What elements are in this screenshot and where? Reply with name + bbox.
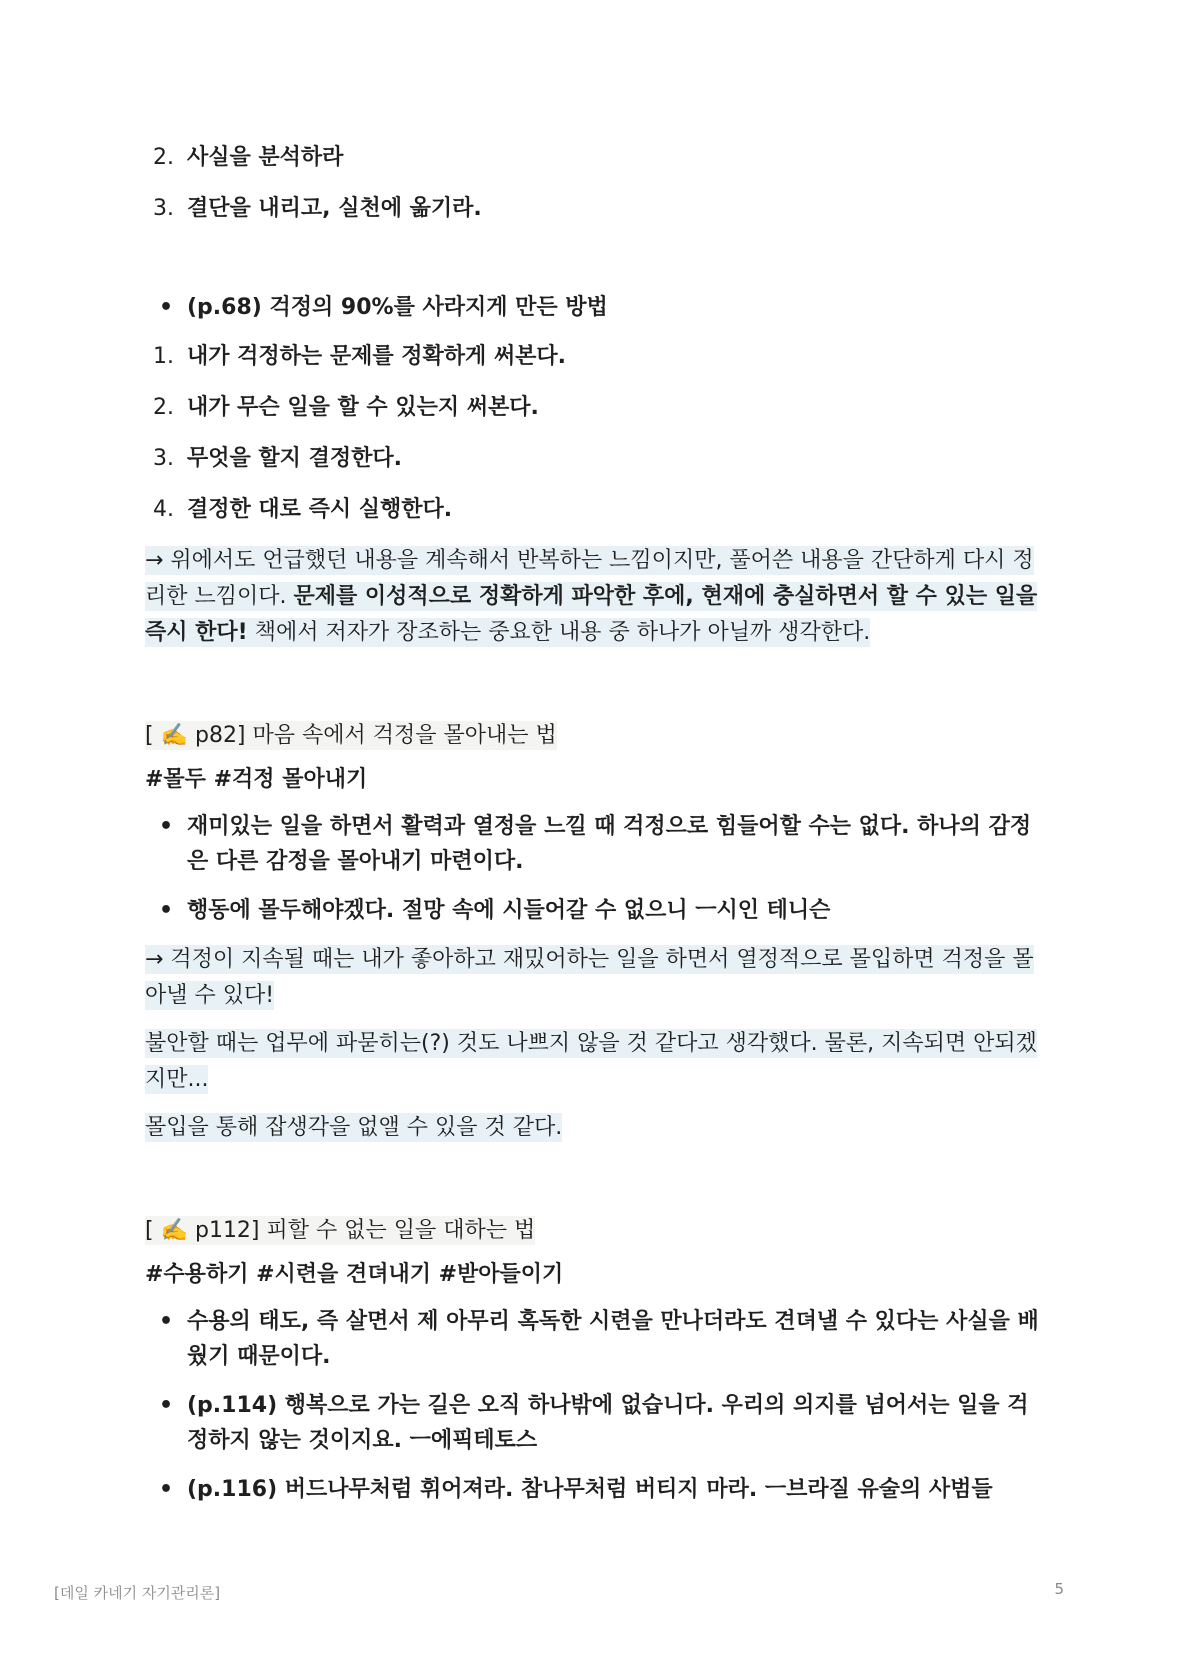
note-text: 불안할 때는 업무에 파묻히는(?) 것도 나쁘지 않을 것 같다고 생각했다. 물론, 지속되면 안되겠지만... <box>145 1031 1037 1092</box>
list-number: 3. <box>153 196 174 221</box>
note-text: 책에서 저자가 장조하는 중요한 내용 중 하나가 아닐까 생각한다. <box>247 620 871 645</box>
section-heading: [ ✍️ p82] 마음 속에서 걱정을 몰아내는 법 <box>145 723 557 748</box>
highlighted-note <box>145 1026 1045 1098</box>
list-item-text: 무엇을 할지 결정한다. <box>187 446 402 471</box>
highlighted-note <box>145 1110 1045 1146</box>
document-body <box>145 140 1045 1521</box>
list-item <box>145 492 1045 527</box>
bullet-icon: • <box>159 1393 174 1418</box>
bullet-item-text: 행동에 몰두해야겠다. 절망 속에 시들어갈 수 없으니 ㅡ시인 테니슨 <box>187 898 831 923</box>
highlighted-note <box>145 942 1045 1014</box>
bullet-icon: • <box>159 814 174 839</box>
list-number: 3. <box>153 446 174 471</box>
bullet-item-text: (p.116) 버드나무처럼 휘어져라. 참나무처럼 버티지 마라. ㅡ브라질 유술의 사범들 <box>187 1477 993 1502</box>
list-number: 2. <box>153 145 174 170</box>
footer-book-title: [데일 카네기 자기관리론] <box>54 1584 221 1602</box>
note-bold-text: 문제를 이성적으로 정확하게 파악한 후에, 현재에 충실하면서 할 수 있는 일을 즉시 한다! <box>145 584 1038 645</box>
list-item <box>145 191 1045 226</box>
bullet-item <box>145 893 1045 928</box>
bullet-icon: • <box>159 295 174 320</box>
note-text: → 걱정이 지속될 때는 내가 좋아하고 재밌어하는 일을 하면서 열정적으로 몰입하면 걱정을 몰아낼 수 있다! <box>145 947 1034 1008</box>
section-title: p82] 마음 속에서 걱정을 몰아내는 법 <box>187 723 557 748</box>
list-item <box>145 390 1045 425</box>
bullet-item <box>145 1304 1045 1374</box>
highlighted-note <box>145 543 1045 651</box>
writing-hand-icon: ✍️ <box>160 1218 188 1243</box>
bullet-item-text: 재미있는 일을 하면서 활력과 열정을 느낄 때 걱정으로 힘들어할 수는 없다. 하나의 감정은 다른 감정을 몰아내기 마련이다. <box>187 814 1032 874</box>
bullet-item <box>145 290 1045 325</box>
list-number: 4. <box>153 497 174 522</box>
bullet-item-text: (p.68) 걱정의 90%를 사라지게 만든 방법 <box>187 295 608 320</box>
list-number: 1. <box>153 344 174 369</box>
list-item-text: 사실을 분석하라 <box>187 145 344 170</box>
section-heading: [ ✍️ p112] 피할 수 없는 일을 대하는 법 <box>145 1218 536 1243</box>
hashtags: #수용하기 #시련을 견뎌내기 #받아들이기 <box>145 1262 564 1287</box>
list-number: 2. <box>153 395 174 420</box>
bullet-icon: • <box>159 1477 174 1502</box>
bullet-item-text: (p.114) 행복으로 가는 길은 오직 하나밖에 없습니다. 우리의 의지를 넘어서는 일을 걱정하지 않는 것이지요. ㅡ에픽테토스 <box>187 1393 1029 1453</box>
section-title: p112] 피할 수 없는 일을 대하는 법 <box>187 1218 536 1243</box>
hashtags: #몰두 #걱정 몰아내기 <box>145 767 368 792</box>
list-item <box>145 441 1045 476</box>
list-item <box>145 140 1045 175</box>
bullet-item-text: 수용의 태도, 즉 살면서 제 아무리 혹독한 시련을 만나더라도 견뎌낼 수 있다는 사실을 배웠기 때문이다. <box>187 1309 1039 1369</box>
list-item-text: 내가 걱정하는 문제를 정확하게 써본다. <box>187 344 567 369</box>
list-item-text: 내가 무슨 일을 할 수 있는지 써본다. <box>187 395 539 420</box>
page-number: 5 <box>1054 1580 1064 1598</box>
writing-hand-icon: ✍️ <box>160 723 188 748</box>
note-text: 몰입을 통해 잡생각을 없앨 수 있을 것 같다. <box>145 1115 563 1140</box>
bullet-icon: • <box>159 898 174 923</box>
list-item <box>145 339 1045 374</box>
list-item-text: 결단을 내리고, 실천에 옮기라. <box>187 196 482 221</box>
note-text: → 위에서도 언급했던 내용을 계속해서 반복하는 느낌이지만, 풀어쓴 내용을 간단하게 다시 정리한 느낌이다. <box>145 548 1034 609</box>
bullet-item <box>145 1388 1045 1458</box>
bullet-item <box>145 809 1045 879</box>
list-item-text: 결정한 대로 즉시 실행한다. <box>187 497 453 522</box>
bullet-item <box>145 1472 1045 1507</box>
bullet-icon: • <box>159 1309 174 1334</box>
